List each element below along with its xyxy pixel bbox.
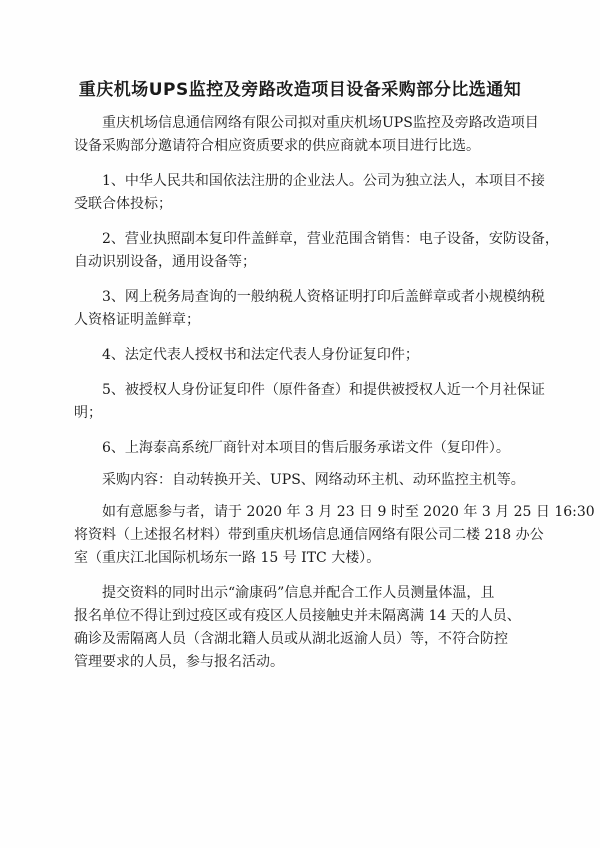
health-notice-paragraph: [74, 582, 534, 674]
text-line: 1、中华人民共和国依法注册的企业法人。公司为独立法人，本项目不接: [102, 173, 545, 189]
text-line: 重庆机场信息通信网络有限公司拟对重庆机场UPS监控及旁路改造项目: [102, 115, 539, 131]
text-line: 如有意愿参与者，请于 2020 年 3 月 23 日 9 时至 2020 年 3 月 25 日 16:30: [102, 504, 595, 520]
requirement-item: [74, 344, 534, 367]
text-line: 报名单位不得让到过疫区或有疫区人员接触史并未隔离满 14 天的人员、: [74, 608, 521, 624]
requirement-item: [74, 437, 534, 460]
text-line: 6、上海泰高系统厂商针对本项目的售后服务承诺文件（复印件）。: [102, 440, 510, 456]
requirement-item: [74, 286, 545, 332]
requirement-item: [74, 170, 545, 216]
requirement-item: [74, 228, 559, 274]
text-line: 明；: [74, 405, 102, 421]
text-line: 将资料（上述报名材料）带到重庆机场信息通信网络有限公司二楼 218 办公: [74, 527, 544, 543]
text-line: 自动识别设备，通用设备等；: [74, 254, 256, 270]
text-line: 4、法定代表人授权书和法定代表人身份证复印件；: [102, 347, 419, 363]
requirement-item: [74, 379, 545, 425]
text-line: 2、营业执照副本复印件盖鲜章，营业范围含销售：电子设备，安防设备，: [102, 231, 559, 247]
text-line: 5、被授权人身份证复印件（原件备查）和提供被授权人近一个月社保证: [102, 382, 545, 398]
registration-paragraph: [74, 501, 595, 570]
text-line: 设备采购部分邀请符合相应资质要求的供应商就本项目进行比选。: [74, 138, 480, 154]
text-line: 3、网上税务局查询的一般纳税人资格证明打印后盖鲜章或者小规模纳税: [102, 289, 545, 305]
document-body: [74, 112, 595, 674]
text-line: 室（重庆江北国际机场东一路 15 号 ITC 大楼）。: [74, 550, 381, 566]
text-line: 采购内容：自动转换开关、UPS、网络动环主机、动环监控主机等。: [102, 472, 525, 488]
text-line: 管理要求的人员，参与报名活动。: [74, 654, 284, 670]
document-title: 重庆机场UPS监控及旁路改造项目设备采购部分比选通知: [78, 80, 522, 100]
procurement-paragraph: [74, 469, 534, 492]
text-line: 受联合体投标；: [74, 196, 172, 212]
text-line: 人资格证明盖鲜章；: [74, 312, 200, 328]
text-line: 确诊及需隔离人员（含湖北籍人员或从湖北返渝人员）等，不符合防控: [74, 631, 508, 647]
text-line: 提交资料的同时出示“渝康码”信息并配合工作人员测量体温，且: [102, 585, 495, 601]
intro-paragraph: [74, 112, 539, 158]
